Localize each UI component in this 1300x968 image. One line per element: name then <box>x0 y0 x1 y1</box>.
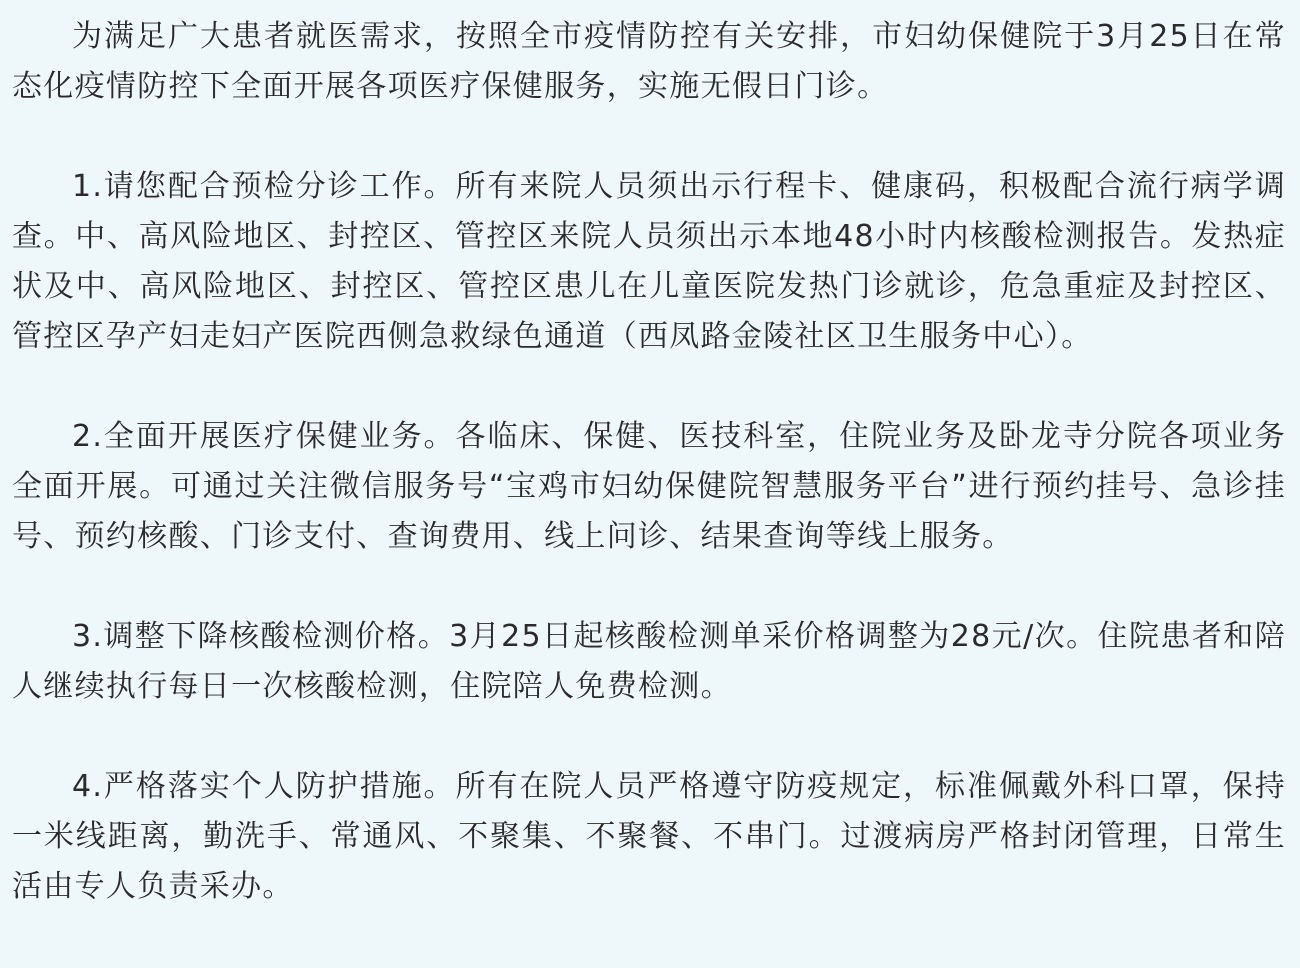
intro-paragraph: 为满足广大患者就医需求，按照全市疫情防控有关安排，市妇幼保健院于3月25日在常态化疫情防控下全面开展各项医疗保健服务，实施无假日门诊。 <box>12 19 1286 104</box>
paragraph-spacer <box>12 362 1286 412</box>
item-4-paragraph: 4.严格落实个人防护措施。所有在院人员严格遵守防疫规定，标准佩戴外科口罩，保持一米线距离，勤洗手、常通风、不聚集、不聚餐、不串门。过渡病房严格封闭管理，日常生活由专人负责采办。 <box>12 769 1286 904</box>
item-3-paragraph: 3.调整下降核酸检测价格。3月25日起核酸检测单采价格调整为28元/次。住院患者和陪人继续执行每日一次核酸检测，住院陪人免费检测。 <box>12 619 1286 704</box>
item-2-paragraph: 2.全面开展医疗保健业务。各临床、保健、医技科室，住院业务及卧龙寺分院各项业务全面开展。可通过关注微信服务号“宝鸡市妇幼保健院智慧服务平台”进行预约挂号、急诊挂号、预约核酸、门诊支付、查询费用、线上问诊、结果查询等线上服务。 <box>12 419 1286 554</box>
item-1-paragraph: 1.请您配合预检分诊工作。所有来院人员须出示行程卡、健康码，积极配合流行病学调查。中、高风险地区、封控区、管控区来院人员须出示本地48小时内核酸检测报告。发热症状及中、高风险地区、封控区、管控区患儿在儿童医院发热门诊就诊，危急重症及封控区、管控区孕产妇走妇产医院西侧急救绿色通道（西凤路金陵社区卫生服务中心）。 <box>12 169 1286 354</box>
paragraph-spacer <box>12 562 1286 612</box>
paragraph-spacer <box>12 712 1286 762</box>
paragraph-spacer <box>12 112 1286 162</box>
